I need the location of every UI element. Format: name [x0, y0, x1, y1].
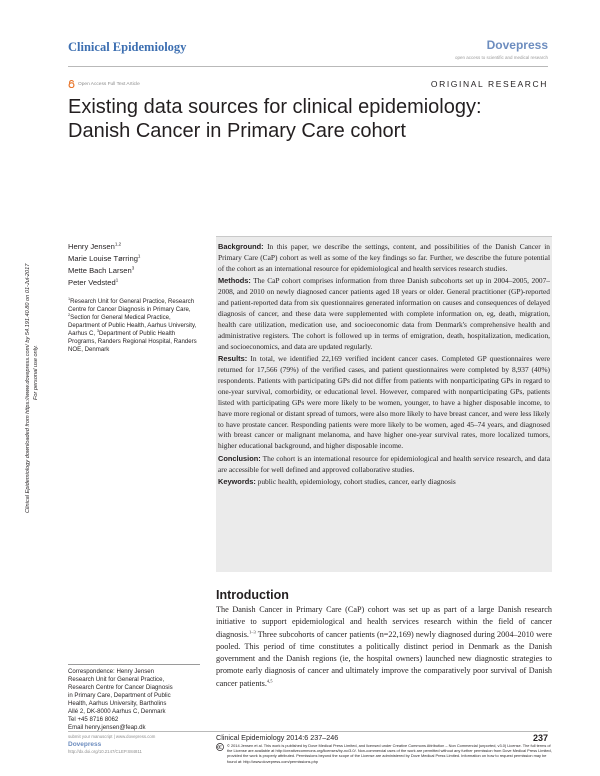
- author-affiliations: $^1$Research Unit for General Practice, Research Centre for Cancer Diagnosis in Primary Care, $^2$Section for General Medical Practice, Department of Public Health, Aarhus University, Aarhus C, $^3$Department of Public Health Programs, Randers Regional Hospital, Randers NOE, Denmark: [68, 296, 197, 354]
- title-line: Existing data sources for clinical epidemiology:: [68, 96, 482, 118]
- abstract-keywords: Keywords: public health, epidemiology, cohort studies, cancer, early diagnosis: [218, 477, 456, 487]
- license-notice: [216, 743, 552, 764]
- article-title: [68, 95, 558, 143]
- creative-commons-icon: [216, 743, 224, 751]
- page-header: [68, 34, 548, 74]
- author[interactable]: Marie Louise Tørring$^1$: [68, 253, 141, 263]
- author[interactable]: Peter Vedsted$^1$: [68, 277, 119, 287]
- correspondence-line: Research Centre for Cancer Diagnosis: [68, 684, 173, 692]
- author-list: [68, 241, 140, 289]
- correspondence-email[interactable]: Email henry.jensen@feap.dk: [68, 724, 146, 732]
- footer-divider: [68, 731, 548, 732]
- correspondence-label: Correspondence: Henry Jensen: [68, 668, 155, 675]
- page-number: 237: [532, 733, 548, 743]
- submit-link[interactable]: submit your manuscript | www.dovepress.com: [68, 734, 156, 739]
- abstract-conclusion: Conclusion: The cohort is an international resource for epidemiological and health service research, and data are accessible for well defined and approved collaborative studies.: [218, 453, 550, 474]
- publisher-name: Dovepress: [486, 38, 548, 52]
- doi-link[interactable]: http://dx.doi.org/10.2147/CLEP.S84811: [68, 749, 142, 754]
- footer-citation: Clinical Epidemiology 2014:6 237–246: [216, 733, 339, 742]
- footer-publisher: [68, 734, 208, 754]
- introduction-heading: Introduction: [216, 588, 289, 602]
- correspondence-line: Health, Aarhus University, Bartholins: [68, 700, 167, 708]
- reference-link[interactable]: 4,5: [266, 678, 273, 684]
- watermark-line-1: Clinical Epidemiology downloaded from https://www.dovepress.com/ by 54.191.40.80 on 01-Jul-2017: [25, 263, 31, 513]
- open-access-label: [68, 80, 140, 88]
- correspondence-line: Research Unit for General Practice,: [68, 676, 165, 684]
- watermark-line-2: For personal use only.: [33, 345, 39, 400]
- license-text: © 2014 Jensen et al. This work is published by Dove Medical Press Limited, and licensed under Creative Commons Attribution – Non Commercial (unported, v3.0) License. The full terms of the License are available at http://creativecommons.org/licenses/by-nc/3.0/. Non-commercial uses of the work are permitted without any further permission from Dove Medical Press Limited, provided the work is properly attributed. Permissions beyond the scope of the License are administered by Dove Medical Press Limited. Information on how to request permission may be found at: http://www.dovepress.com/permissions.php: [227, 743, 552, 764]
- author[interactable]: Mette Bach Larsen$^3$: [68, 265, 135, 275]
- correspondence-line: Allé 2, DK-8000 Aarhus C, Denmark: [68, 708, 166, 716]
- correspondence-block: [68, 664, 200, 732]
- open-access-lock-icon: [68, 80, 75, 88]
- footer-brand[interactable]: Dovepress: [68, 741, 102, 748]
- title-line: Danish Cancer in Primary Care cohort: [68, 120, 406, 142]
- publisher-brand[interactable]: [455, 38, 548, 60]
- abstract-methods: Methods: The CaP cohort comprises information from three Danish subcohorts set up in 2004–2005, 2007–2008, and 2010 on newly diagnosed cancer patients aged 18 years or older. General practitioner (GP)-reported and patient-reported data from six questionnaires generated information on causes and consequences of delayed diagnosis of cancer, and these data were supplemented with complete information on, eg, death, migration, health care utilization, medication use, and socioeconomic data from Denmark's comprehensive health and administrative registers. The cohort is followed up in terms of emigration, death, hospitalization, medication, and socioeconomics, and data are updated regularly.: [218, 276, 551, 351]
- author[interactable]: Henry Jensen$^{1,2}$: [68, 241, 122, 251]
- reference-link[interactable]: 1–3: [248, 628, 256, 634]
- introduction-paragraph: The Danish Cancer in Primary Care (CaP) cohort was set up as part of a large Danish research initiative to support epidemiological and health services research within the field of cancer diagnosis.$^{1-3}$ Three subcohorts of cancer patients (n=22,169) newly diagnosed during 2004–2010 were pooled. This period of time constitutes a politically distinct period in Denmark as the Danish government and the Danish regions (ie, the hospital owners) launched new diagnostic strategies to promote early diagnosis of cancer and ultimately improve the comparatively poor survival of Danish cancer patients.$^{4,5}$: [216, 605, 552, 688]
- download-watermark: [20, 164, 44, 514]
- section-label: ORIGINAL RESEARCH: [430, 79, 548, 89]
- abstract-background: Background: In this paper, we describe the settings, content, and possibilities of the Danish Cancer in Primary Care (CaP) cohort as well as some of the key findings so far. Further, we describe the future potential of the cohort as an international resource for epidemiological and health services research studies.: [218, 242, 550, 273]
- correspondence-phone: Tel +45 8716 8062: [68, 716, 119, 724]
- header-divider: [68, 66, 548, 67]
- publisher-tagline: open access to scientific and medical research: [454, 55, 548, 60]
- correspondence-line: in Primary Care, Department of Public: [68, 692, 171, 700]
- open-access-text: Open Access Full Text Article: [78, 81, 140, 87]
- journal-name[interactable]: Clinical Epidemiology: [68, 40, 187, 54]
- abstract-results: Results: In total, we identified 22,169 verified incident cancer cases. Completed GP questionnaires were returned for 17,566 (79%) of the verified cases, and patient questionnaires were completed by 8,937 (40%) respondents. Patients with participating GPs did not differ from patients with nonparticipating GPs in regard to one-year survival, comorbidity, or educational level. However, compared with nonparticipating GPs, patients listed with participating GPs were more likely to be women, younger, to have a higher disposable income, to have more regional or distant spread of tumors, were also more likely to have breast cancer, and were less likely to have prostate cancer. Responding patients were more likely to be women, aged 45–74 years, and diagnosed with breast cancer or malignant melanoma, and have higher one-year survival rates, more localized tumors, higher educational background, and higher disposable income.: [218, 354, 550, 451]
- abstract-box: [216, 236, 552, 572]
- watermark-text-svg: [20, 164, 44, 514]
